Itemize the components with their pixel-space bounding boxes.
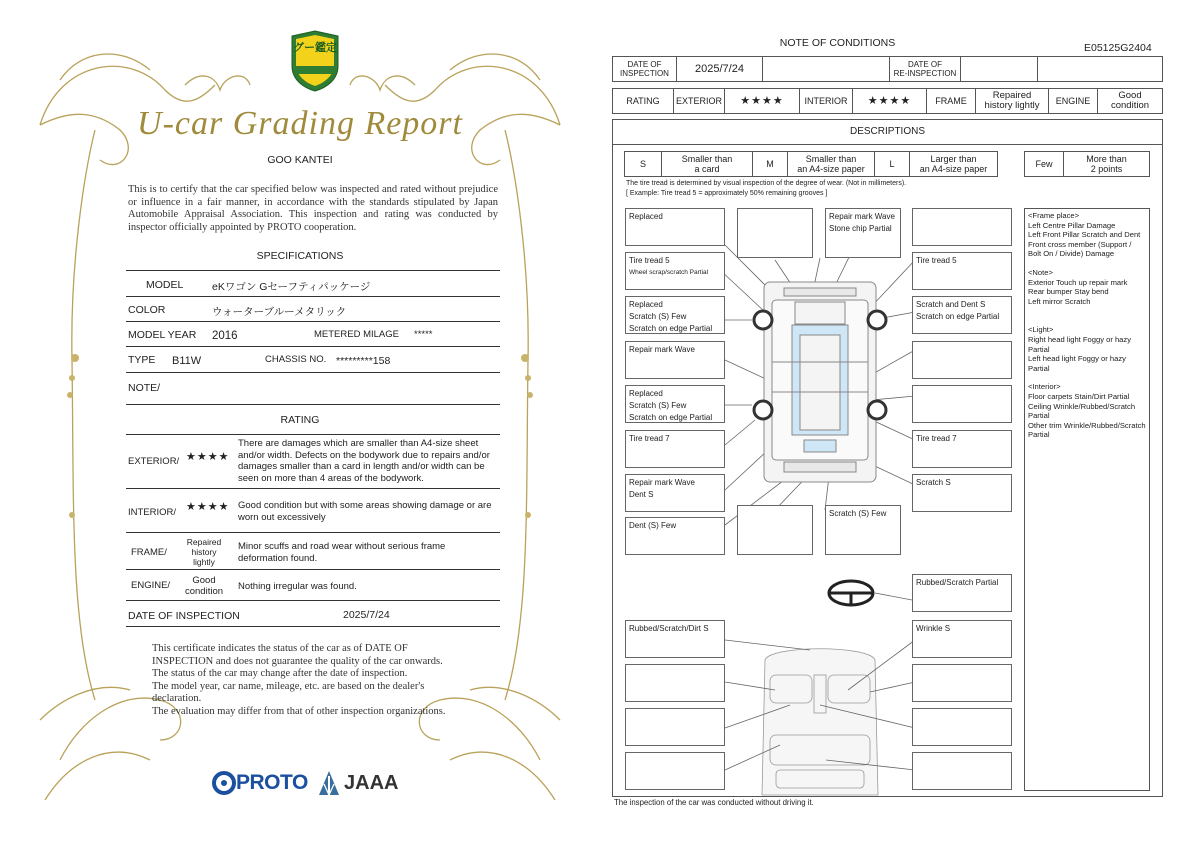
damage-box	[912, 296, 1012, 334]
sheet-title: NOTE OF CONDITIONS	[779, 37, 896, 49]
note-line: Floor carpets Stain/Dirt Partial	[1028, 391, 1130, 401]
damage-text: Replaced	[629, 212, 663, 221]
damage-box	[625, 385, 725, 423]
legend-line: More than	[1086, 153, 1127, 164]
damage-text: Tire tread 5	[916, 256, 957, 265]
damage-box	[625, 517, 725, 555]
damage-box	[825, 505, 901, 555]
disclaimer-line: INSPECTION and does not guarantee the quality of the car onwards.	[152, 655, 443, 667]
interior-label: INTERIOR	[799, 88, 853, 114]
engine-value	[180, 575, 228, 597]
note-heading: <Frame place>	[1028, 211, 1080, 220]
damage-box	[737, 208, 813, 258]
damage-box	[625, 341, 725, 379]
damage-text: Tire tread 7	[916, 434, 957, 443]
milage-label: METERED MILAGE	[314, 329, 399, 340]
engine-description: Nothing irregular was found.	[238, 581, 357, 592]
tread-note-1: The tire tread is determined by visual inspection of the degree of wear. (Not in millimeters).	[626, 180, 907, 187]
model-value: eKワゴン Gセーフティパッケージ	[212, 281, 371, 293]
model-label: MODEL	[146, 279, 184, 291]
damage-box	[912, 620, 1012, 658]
milage-value: *****	[414, 329, 433, 340]
legend-line: Larger than	[930, 153, 977, 164]
specifications-title: SPECIFICATIONS	[256, 250, 344, 262]
damage-text: Repair mark Wave	[629, 478, 695, 487]
label-line: DATE OF	[627, 60, 662, 69]
damage-text: Stone chip Partial	[829, 224, 892, 233]
steering-wheel-icon	[829, 581, 873, 605]
damage-box	[625, 620, 725, 658]
damage-box	[912, 474, 1012, 512]
exterior-stars: ★★★★	[724, 88, 800, 114]
interior-description: Good condition but with some areas showing damage or are worn out excessively	[238, 500, 492, 523]
damage-text: Wrinkle S	[916, 624, 951, 633]
date-of-inspection-value: 2025/7/24	[343, 609, 390, 621]
damage-box	[825, 208, 901, 258]
label-line: INSPECTION	[620, 69, 669, 78]
damage-box	[625, 430, 725, 468]
damage-box	[912, 208, 1012, 246]
legend-s: S	[624, 151, 662, 177]
damage-text: Scratch (S) Few	[629, 401, 687, 410]
jaaa-text: JAAA	[344, 771, 399, 794]
damage-box	[912, 430, 1012, 468]
engine-value-line1: Good	[192, 575, 216, 586]
certificate-intro: This is to certify that the car specified below was inspected and rated without prejudice or influence in a fair manner, in accordance with the standards stipulated by Japan Automobile Appraisal Association. This inspection and rating was conducted by inspector officially appointed by PROTO cooperation.	[128, 184, 498, 233]
note-line: Left Centre Pillar Damage	[1028, 220, 1116, 230]
legend-line: an A4-size paper	[919, 164, 988, 174]
damage-text: Tire tread 5	[629, 256, 670, 265]
legend-line: a card	[694, 164, 720, 174]
note-line: Right head light Foggy or hazy Partial	[1028, 334, 1131, 354]
value-line: condition	[1110, 100, 1150, 111]
frame-value-line3: lightly	[193, 557, 215, 567]
damage-box	[625, 474, 725, 512]
proto-mark-icon	[212, 771, 236, 795]
exterior-label: EXTERIOR	[673, 88, 725, 114]
note-of-conditions-sheet	[600, 0, 1200, 848]
chassis-value: *********158	[336, 355, 391, 367]
frame-description: Minor scuffs and road wear without serious frame deformation found.	[238, 541, 446, 564]
damage-text: Repair mark Wave	[829, 212, 895, 221]
exterior-description: There are damages which are smaller than A4-size sheet and/or width. Defects on the bodywork due to repairs and/or damages smaller than a card in length and/or width can be seen on more than 4 areas of the bodywork.	[238, 438, 490, 484]
legend-line: 2 points	[1090, 164, 1123, 174]
value-line: Repaired	[992, 89, 1032, 101]
disclaimer-line: The status of the car may change after the date of inspection.	[152, 668, 408, 679]
legend-few: Few	[1024, 151, 1064, 177]
damage-box	[912, 341, 1012, 379]
damage-box	[912, 574, 1012, 612]
disclaimer-line: The evaluation may differ from that of other inspection organizations.	[152, 705, 446, 717]
certificate-disclaimer	[152, 643, 492, 718]
label-line: DATE OF	[907, 60, 943, 69]
note-line: Left Front Pillar Scratch and Dent	[1028, 230, 1141, 240]
legend-line: an A4-size paper	[797, 164, 865, 174]
descriptions-title: DESCRIPTIONS	[849, 126, 925, 137]
tread-note-2: [ Example: Tire tread 5 = approximately 50% remaining grooves ]	[626, 190, 828, 197]
damage-text: Scratch on edge Partial	[629, 413, 713, 422]
interior-stars: ★★★★	[186, 501, 230, 513]
damage-text: Dent S	[629, 490, 654, 499]
value-line: history lightly	[984, 100, 1040, 111]
note-heading: <Light>	[1028, 325, 1054, 335]
chassis-label: CHASSIS NO.	[265, 354, 327, 365]
legend-line: Smaller than	[805, 153, 857, 164]
damage-text: Scratch on edge Partial	[629, 324, 713, 333]
damage-text: Rubbed/Scratch Partial	[916, 578, 999, 587]
damage-text: Rubbed/Scratch/Dirt S	[629, 624, 709, 633]
damage-box	[912, 252, 1012, 290]
rating-title: RATING	[280, 414, 320, 426]
disclaimer-line: This certificate indicates the status of the car as of DATE OF	[152, 643, 408, 654]
note-line: Ceiling Wrinkle/Rubbed/Scratch Partial	[1028, 401, 1136, 421]
sheet-footer: The inspection of the car was conducted without driving it.	[614, 798, 814, 807]
rating-label: RATING	[612, 88, 674, 114]
damage-box	[625, 752, 725, 790]
jaaa-logo	[318, 770, 398, 796]
note-heading: <Note>	[1028, 267, 1053, 277]
note-line: Rear bumper Stay bend	[1028, 287, 1109, 297]
report-subtitle: GOO KANTEI	[267, 154, 333, 166]
note-line: Left mirror Scratch	[1028, 296, 1091, 306]
proto-text: PROTO	[236, 771, 308, 794]
engine-label: ENGINE	[1048, 88, 1098, 114]
damage-text: Scratch S	[916, 478, 951, 487]
interior-stars: ★★★★	[852, 88, 927, 114]
damage-box	[912, 752, 1012, 790]
damage-text: Replaced	[629, 300, 663, 309]
legend-m: M	[752, 151, 788, 177]
label-line: RE-INSPECTION	[893, 69, 957, 78]
engine-value-line2: condition	[184, 586, 224, 597]
damage-box	[912, 664, 1012, 702]
damage-text: Scratch (S) Few	[629, 312, 687, 321]
legend-line: Smaller than	[681, 153, 733, 164]
note-heading: <Interior>	[1028, 382, 1061, 392]
color-label: COLOR	[128, 304, 166, 316]
jaaa-mark-icon	[318, 770, 340, 796]
interior-label: INTERIOR/	[128, 507, 177, 518]
model-year-value: 2016	[212, 330, 238, 342]
damage-box	[625, 252, 725, 290]
goo-kantei-logo	[288, 30, 342, 92]
frame-label: FRAME	[926, 88, 976, 114]
exterior-stars: ★★★★	[186, 451, 230, 463]
frame-value-line2: history	[191, 547, 217, 557]
frame-value-line1: Repaired	[186, 537, 222, 547]
damage-box	[912, 385, 1012, 423]
damage-text: Repair mark Wave	[629, 345, 695, 354]
damage-text: Scratch and Dent S	[916, 300, 986, 309]
damage-text: Wheel scrap/scratch Partial	[629, 269, 709, 276]
date-of-inspection-label: DATE OF INSPECTION	[128, 610, 240, 622]
damage-text: Replaced	[629, 389, 663, 398]
damage-box	[737, 505, 813, 555]
frame-value	[180, 537, 228, 567]
type-label: TYPE	[128, 354, 156, 366]
sheet-document-id: E05125G2404	[1084, 42, 1152, 54]
damage-text: Scratch on edge Partial	[916, 312, 1000, 321]
type-value: B11W	[172, 355, 202, 367]
damage-box	[625, 664, 725, 702]
notes-column	[1024, 208, 1150, 791]
note-label: NOTE/	[128, 382, 161, 394]
date-inspection-value: 2025/7/24	[676, 56, 763, 82]
color-value: ウォーターブルーメタリック	[212, 306, 347, 318]
disclaimer-line: declaration.	[152, 693, 202, 704]
damage-box	[912, 708, 1012, 746]
model-year-label: MODEL YEAR	[128, 329, 197, 341]
note-line: Left head light Foggy or hazy Partial	[1028, 354, 1126, 373]
report-title: U-car Grading Report	[137, 105, 463, 142]
legend-l: L	[874, 151, 910, 177]
value-line: Good	[1118, 89, 1142, 101]
damage-text: Scratch (S) Few	[829, 509, 887, 518]
proto-logo	[212, 770, 308, 796]
engine-label: ENGINE/	[131, 580, 171, 591]
damage-text: Dent (S) Few	[629, 521, 677, 530]
logo-text: グー鑑定	[293, 42, 337, 54]
disclaimer-line: The model year, car name, mileage, etc. are based on the dealer's	[152, 680, 425, 692]
note-line: Front cross member (Support / Bolt On / Divide) Damage	[1028, 239, 1132, 259]
note-line: Exterior Touch up repair mark	[1028, 277, 1128, 287]
note-line: Other trim Wrinkle/Rubbed/Scratch Partial	[1028, 420, 1146, 440]
damage-text: Tire tread 7	[629, 434, 670, 443]
damage-box	[625, 708, 725, 746]
damage-box	[625, 208, 725, 246]
damage-box	[625, 296, 725, 334]
frame-label: FRAME/	[131, 547, 167, 558]
exterior-label: EXTERIOR/	[128, 456, 180, 467]
